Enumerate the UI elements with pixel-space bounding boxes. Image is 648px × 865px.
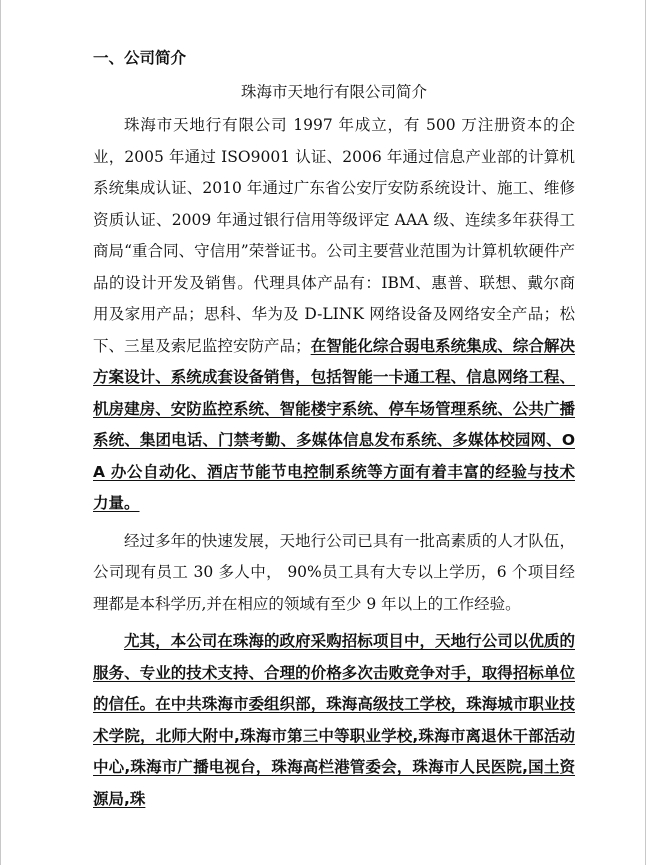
paragraph-staff: 经过多年的快速发展，天地行公司已具有一批高素质的人才队伍，公司现有员工 30 多人中， 90%员工具有大专以上学历，6 个项目经理都是本科学历,并在相应的领域有至少 9 年以上的工作经验。 bbox=[93, 531, 575, 613]
document-title: 珠海市天地行有限公司简介 bbox=[240, 83, 427, 101]
paragraph-company-intro bbox=[93, 110, 575, 520]
document-body bbox=[93, 46, 575, 815]
intro-text: 珠海市天地行有限公司 1997 年成立，有 500 万注册资本的企业，2005 年通过 ISO9001 认证、2006 年通过信息产业部的计算机系统集成认证、2010 年通过广东省公安厅安防系统设计、施工、维修资质认证、2009 年通过银行信用等级评定 AAA 级、连续多年获得工商局“重合同、守信用”荣誉证书。公司主要营业范围为计算机软硬件产品的设计开发及销售。代理具体产品有：IBM、惠普、联想、戴尔商用及家用产品；思科、华为及 D-LINK 网络设备及网络安全产品；松下、三星及索尼监控安防产品； bbox=[93, 116, 575, 355]
paragraph-procurement: 尤其，本公司在珠海的政府采购招标项目中，天地行公司以优质的服务、专业的技术支持、合理的价格多次击败竞争对手，取得招标单位的信任。在中共珠海市委组织部，珠海高级技工学校，珠海城市职业技术学院，北师大附中,珠海市第三中等职业学校,珠海市离退休干部活动中心,珠海市广播电视台，珠海高栏港管委会，珠海市人民医院,国土资源局,珠 bbox=[93, 632, 575, 808]
intro-emphasis: 在智能化综合弱电系统集成、综合解决方案设计、系统成套设备销售，包括智能一卡通工程、信息网络工程、机房建房、安防监控系统、智能楼宇系统、停车场管理系统、公共广播系统、集团电话、门禁考勤、多媒体信息发布系统、多媒体校园网、OA 办公自动化、酒店节能节电控制系统等方面有着丰富的经验与技术力量。 bbox=[93, 336, 575, 512]
section-heading: 一、公司简介 bbox=[93, 49, 187, 67]
